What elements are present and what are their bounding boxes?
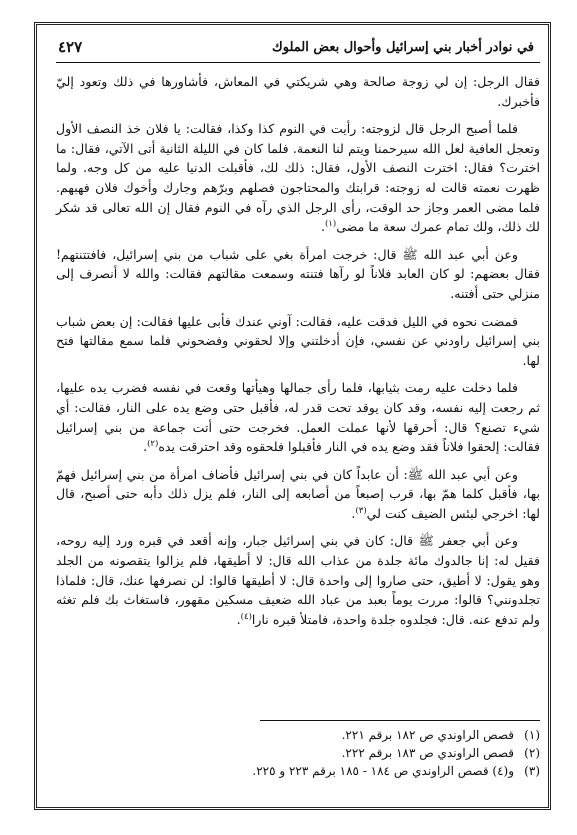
- footnote-ref-3[interactable]: (٣): [355, 505, 367, 516]
- paragraph-5: فلما دخلت عليه رمت بثيابها، فلما رأى جمالها وهيأتها وقعت في نفسه فضرب يده عليها، ثم رجعت إليه نفسه، وقد كان يوقد تحت قدر له، فأقبل حتى وضع يده على النار، فقالت: أي شيء تصنع؟ قال: أحرقها لأنها عملت العمل. فخرجت حتى أتت جماعة من بني إسرائيل فقالت: إلحقوا فلاناً فقد وضع يده في النار فأقبلوا فلحقوه وقد احترقت يده$^{(٢)}$.: [56, 380, 540, 455]
- footnote-ref-1[interactable]: (١): [324, 218, 337, 229]
- paragraph-2: فلما أصبح الرجل قال لزوجته: رأيت في النوم كذا وكذا، فقالت: يا فلان خذ النصف الأول وتعجل العافية لعل الله سيرحمنا ويتم لنا النعمة. فلما كان في الليلة الثانية أتى الآتي، فقال: ما اخترت؟ فقال: اخترت النصف الأول، فقال: ذلك لك، فأقبلت الدنيا عليه من كل وجه. ولما ظهرت نعمته قالت له زوجته: قرابتك والمحتاجون فصلهم وبرّهم وجارك وأخوك فلان فهبهم. فلما مضى العمر وجاز حد الوقت، رأى الرجل الذي رآه في النوم فقال إن الله تعالى قد شكر لك ذلك، ولك تمام عمرك سعة ما مضى$^{(١)}$.: [56, 121, 540, 235]
- page-number: ٤٢٧: [58, 38, 83, 56]
- header-title: في نوادر أخبار بني إسرائيل وأحوال بعض الملوك: [272, 40, 534, 55]
- footnote-ref-2[interactable]: (٢): [147, 438, 159, 449]
- footnote-ref-4[interactable]: (٤): [240, 611, 252, 622]
- running-header: [56, 38, 540, 63]
- paragraph-6: وعن أبي عبد الله ﷺ: أن عابداً كان في بني إسرائيل فأضاف امرأة من بني إسرائيل فهمّ بها، فأقبل كلما همّ بها، قرب إصبعاً من أصابعه إلى النار، فلم يزل ذلك دأبه حتى أصبح، قال لها: اخرجي لبئس الضيف كنت لي$^{(٣)}$.: [56, 466, 540, 521]
- main-text: [56, 72, 540, 637]
- footnote-1: (١)قصص الراوندي ص ١٨٢ برقم ٢٢١.: [341, 728, 540, 742]
- paragraph-7: وعن أبي جعفر ﷺ قال: كان في بني إسرائيل جبار، وإنه أقعد في قبره ورد إليه روحه، فقيل له: إنا جالدوك مائة جلدة من عذاب الله قال: لا أطيقها، فلم يزالوا يتقصونه من الجلد وهو يقول: لا أطيق، حتى صاروا إلى واحدة قال: لا أطيقها قالوا: لن نصرفها عنك، قال: فلماذا تجلدونني؟ قالوا: مررت يوماً بعبد من عباد الله ضعيف مسكين مقهور، فاستغاث بك فلم تغثه ولم تدفع عنه. قال: فجلدوه جلدة واحدة، فامتلأ قبره نارا$^{(٤)}$.: [56, 533, 540, 627]
- paragraph-1: فقال الرجل: إن لي زوجة صالحة وهي شريكتي في المعاش، فأشاورها في ذلك وتعود إليّ فأخبرك.: [56, 74, 540, 109]
- footnote-separator: [260, 720, 540, 721]
- paragraph-4: فمضت نحوه في الليل فدقت عليه، فقالت: آوني عندك فأبى عليها فقالت: إن بعض شباب بني إسرائيل راودني عن نفسي، فإن أدخلتني وإلا لحقوني وفضحوني فلما سمع مقالتها فتح لها.: [56, 313, 540, 368]
- footnotes: [56, 726, 540, 780]
- paragraph-3: وعن أبي عبد الله ﷺ قال: خرجت امرأة بغي على شباب من بني إسرائيل، فافتتنتهم! فقال بعضهم: لو كان العابد فلاناً لو رآها فتنته وسمعت مقالتهم فقالت: والله لا أنصرف إلى منزلي حتى أفتنه.: [56, 246, 540, 301]
- footnote-2: (٢)قصص الراوندي ص ١٨٣ برقم ٢٢٢.: [341, 746, 540, 760]
- footnote-3: (٣)و(٤) قصص الراوندي ص ١٨٤ - ١٨٥ برقم ٢٢٣ و ٢٢٥.: [252, 764, 540, 778]
